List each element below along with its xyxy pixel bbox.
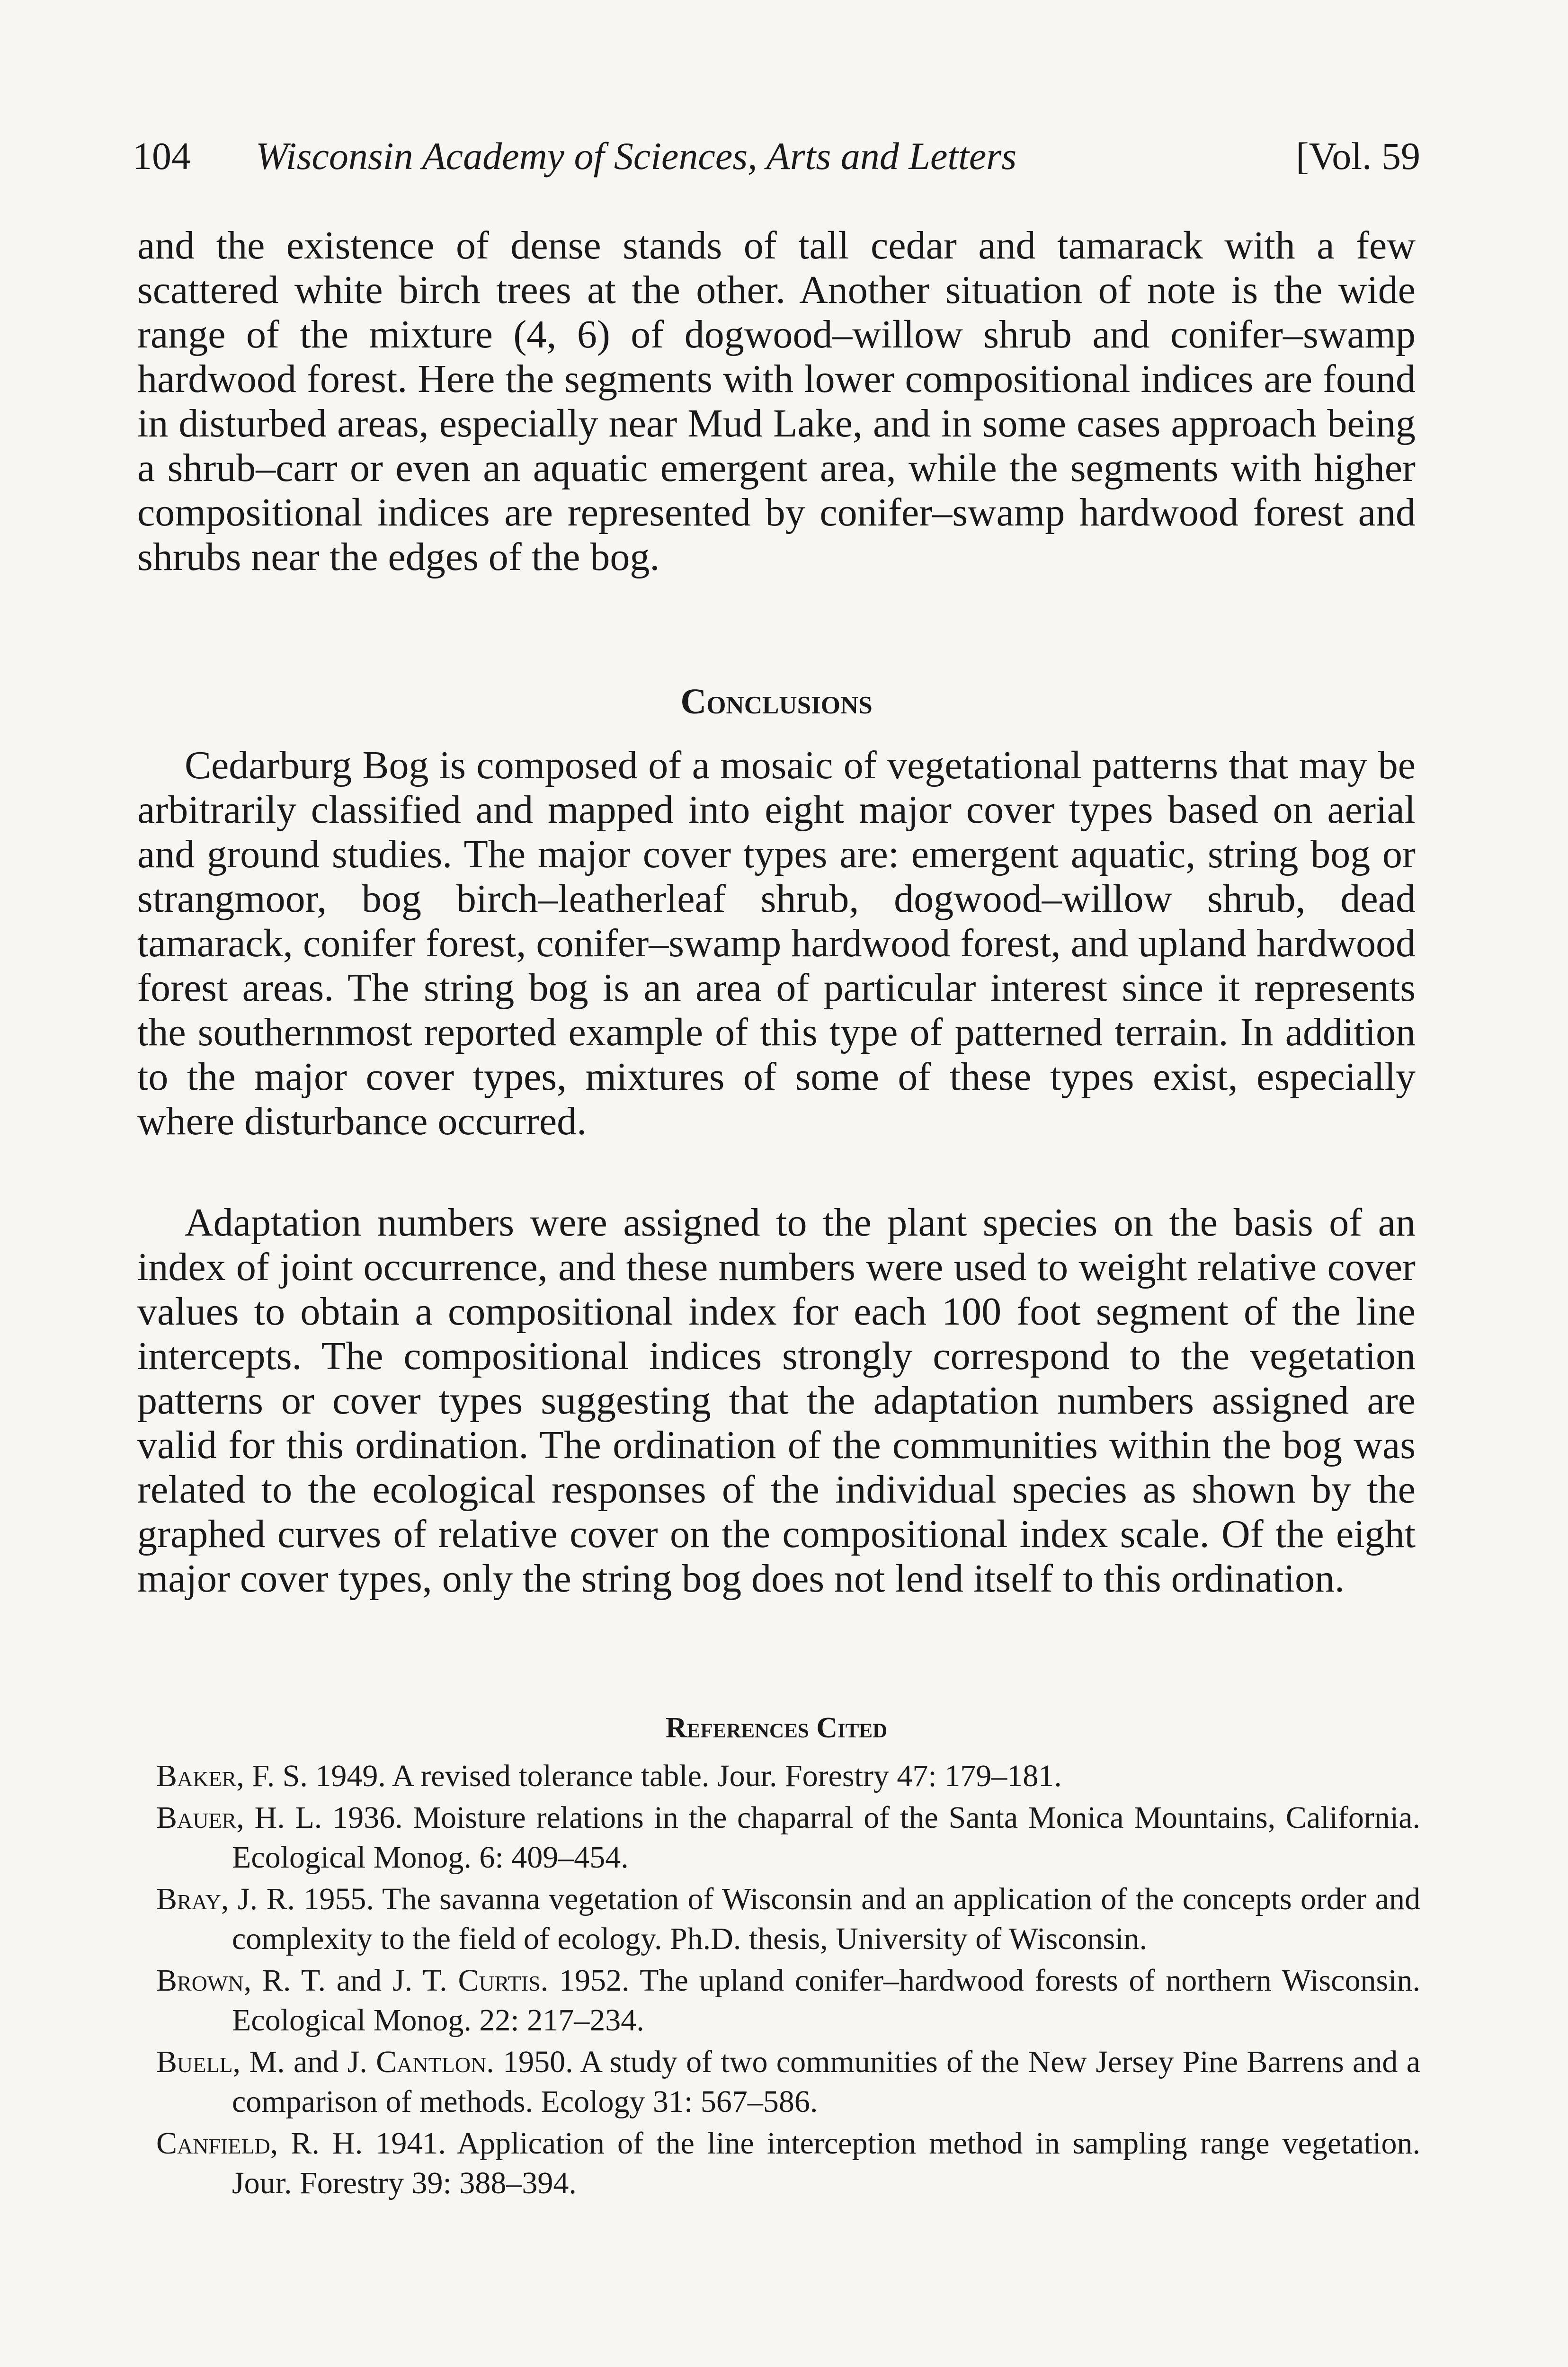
reference-entry — [156, 1879, 1420, 1959]
reference-entry — [156, 1756, 1420, 1796]
reference-list — [156, 1756, 1420, 2205]
reference-entry — [156, 2042, 1420, 2122]
reference-details: , H. L. 1936. Moisture relations in the chaparral of the Santa Monica Mountains, California. Ecological Monog. 6: 409–454. — [232, 1800, 1420, 1875]
reference-author: Bray — [156, 1882, 221, 1916]
reference-coauthor: Cantlon — [376, 2045, 487, 2079]
reference-details: , R. H. 1941. Application of the line interception method in sampling range vegetation. Jour. Forestry 39: 388–394. — [232, 2126, 1420, 2200]
reference-details: , R. T. and J. T. — [243, 1963, 458, 1998]
references-heading: References Cited — [665, 1712, 888, 1744]
reference-entry — [156, 1798, 1420, 1878]
reference-author: Canfield — [156, 2126, 270, 2161]
reference-details: , F. S. 1949. A revised tolerance table. Jour. Forestry 47: 179–181. — [236, 1759, 1062, 1793]
reference-author: Buell — [156, 2045, 233, 2079]
reference-details: , J. R. 1955. The savanna vegetation of Wisconsin and an application of the concepts order and complexity to the field of ecology. Ph.D. thesis, University of Wisconsin. — [221, 1882, 1420, 1956]
volume-label: [Vol. 59 — [1296, 134, 1420, 178]
reference-details: , M. and J. — [232, 2045, 376, 2079]
running-head — [133, 128, 1420, 185]
reference-coauthor: Curtis — [458, 1963, 541, 1998]
reference-entry — [156, 1961, 1420, 2040]
reference-details: . 1950. A study of two communities of the New Jersey Pine Barrens and a comparison of methods. Ecology 31: 567–586. — [232, 2045, 1420, 2119]
reference-author: Baker — [156, 1759, 237, 1793]
reference-author: Brown — [156, 1963, 244, 1998]
conclusions-paragraph-2: Adaptation numbers were assigned to the plant species on the basis of an index of joint occurrence, and these numbers were used to weight relative cover values to obtain a compositional index for each 100 foot segment of the line intercepts. The compositional indices strongly correspond to the vegetation patterns or cover types suggesting that the adaptation numbers assigned are valid for this ordination. The ordination of the communities within the bog was related to the ecological responses of the individual species as shown by the graphed curves of relative cover on the compositional index scale. Of the eight major cover types, only the string bog does not lend itself to this ordination. — [137, 1201, 1416, 1601]
conclusions-paragraph-1: Cedarburg Bog is composed of a mosaic of vegetational patterns that may be arbitrarily classified and mapped into eight major cover types based on aerial and ground studies. The major cover types are: emergent aquatic, string bog or strangmoor, bog birch–leatherleaf shrub, dogwood–willow shrub, dead tamarack, conifer forest, conifer–swamp hardwood forest, and upland hardwood forest areas. The string bog is an area of particular interest since it represents the southernmost reported example of this type of patterned terrain. In addition to the major cover types, mixtures of some of these types exist, especially where disturbance occurred. — [137, 743, 1416, 1143]
reference-author: Bauer — [156, 1800, 237, 1835]
reference-entry — [156, 2124, 1420, 2203]
journal-title: Wisconsin Academy of Sciences, Arts and Letters — [256, 134, 1017, 178]
conclusions-heading: Conclusions — [680, 682, 873, 721]
paragraph-continuation: and the existence of dense stands of tall cedar and tamarack with a few scattered white birch trees at the other. Another situation of note is the wide range of the mixture (4, 6) of dogwood–willow shrub and conifer–swamp hardwood forest. Here the segments with lower compositional indices are found in disturbed areas, especially near Mud Lake, and in some cases approach being a shrub–carr or even an aquatic emergent area, while the segments with higher compositional indices are represented by conifer–swamp hardwood forest and shrubs near the edges of the bog. — [137, 223, 1416, 579]
page-number: 104 — [133, 134, 191, 178]
reference-details: . 1952. The upland conifer–hardwood forests of northern Wisconsin. Ecological Monog. 22: 217–234. — [232, 1963, 1420, 2038]
